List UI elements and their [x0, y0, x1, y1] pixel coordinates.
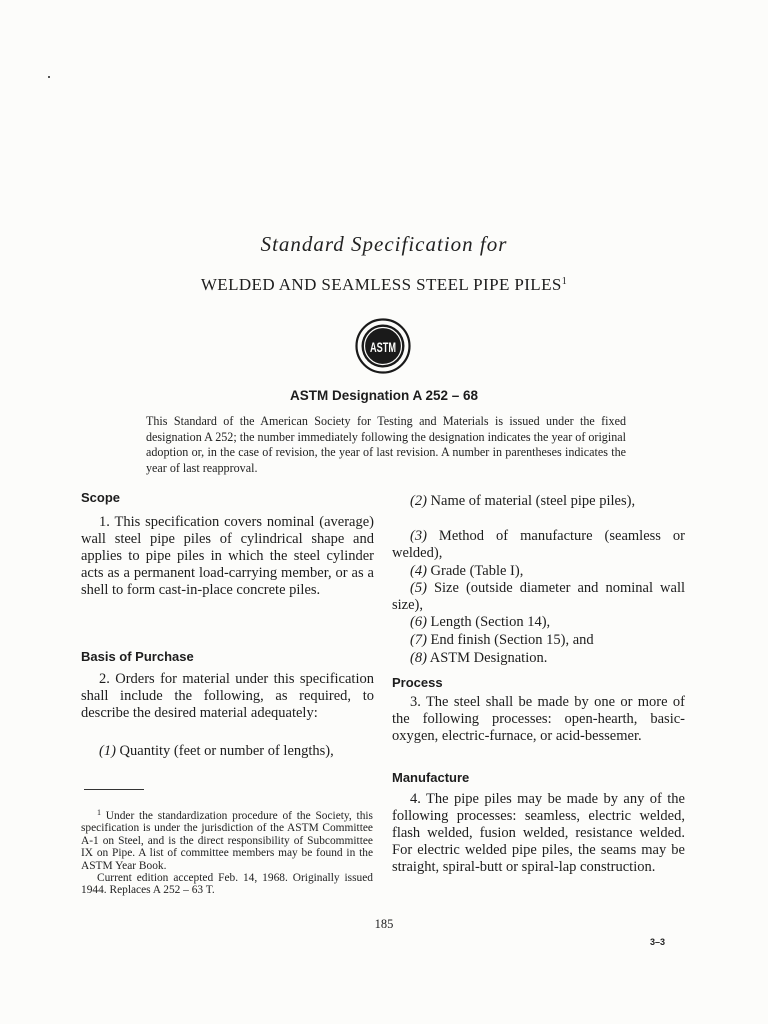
list-item-1 — [81, 743, 374, 760]
list-item-4 — [392, 563, 685, 580]
list-item-3 — [392, 528, 685, 562]
list-item-5-text: Size (outside diameter and nominal wall size), — [392, 580, 685, 613]
process-paragraph: 3. The steel shall be made by one or more of the following processes: open-hearth, basic-oxygen, electric-furnace, or acid-bessemer. — [392, 694, 685, 744]
basis-of-purchase-heading: Basis of Purchase — [81, 649, 194, 664]
list-item-5 — [392, 580, 685, 614]
list-item-3-number: (3) — [410, 528, 427, 544]
subtitle-footnote-ref: 1 — [561, 276, 568, 287]
document-title-italic: Standard Specification for — [260, 232, 508, 256]
list-item-8-text: ASTM Designation. — [429, 650, 548, 666]
list-item-2-text: Name of material (steel pipe piles), — [430, 493, 636, 509]
document-subtitle — [0, 275, 768, 295]
footnote-text-2: Current edition accepted Feb. 14, 1968. Originally issued 1944. Replaces A 252 – 63 T. — [81, 872, 373, 897]
list-item-7 — [392, 632, 685, 649]
astm-logo-icon — [355, 318, 411, 374]
list-item-5-number: (5) — [410, 580, 427, 596]
list-item-2-number: (2) — [410, 493, 427, 509]
list-item-6 — [392, 614, 685, 631]
list-item-1-number: (1) — [99, 743, 116, 759]
list-item-4-text: Grade (Table I), — [430, 563, 524, 579]
purchase-paragraph: 2. Orders for material under this specification shall include the following, as required, to describe the desired material adequately: — [81, 671, 374, 721]
subtitle-text: WELDED AND SEAMLESS STEEL PIPE PILES — [200, 275, 562, 294]
manufacture-heading: Manufacture — [392, 770, 470, 785]
process-heading: Process — [392, 675, 443, 690]
list-item-6-number: (6) — [410, 614, 427, 630]
list-item-1-text: Quantity (feet or number of lengths), — [119, 743, 334, 759]
list-item-7-text: End finish (Section 15), and — [430, 632, 594, 648]
list-item-8 — [392, 650, 685, 667]
corner-code: 3–3 — [650, 937, 666, 947]
list-item-7-number: (7) — [410, 632, 427, 648]
footnote-paragraph-1 — [81, 807, 373, 872]
intro-paragraph: This Standard of the American Society for Testing and Materials is issued under the fixed designation A 252; the number immediately following the designation indicates the year of original adoption or, in the case of revision, the year of last revision. A number in parentheses indicates the year of last reapproval. — [146, 414, 626, 475]
footnote — [81, 807, 373, 897]
scope-paragraph: 1. This specification covers nominal (average) wall steel pipe piles of cylindrical shape and applies to pipe piles in which the steel cylinder acts as a permanent load-carrying member, or as a shell to form cast-in-place concrete piles. — [81, 514, 374, 598]
footnote-marker: 1 — [97, 808, 101, 817]
scope-heading: Scope — [81, 490, 121, 505]
svg-text:ASTM: ASTM — [370, 339, 396, 355]
footnote-divider — [84, 789, 144, 790]
list-item-4-number: (4) — [410, 563, 427, 579]
list-item-2 — [392, 493, 685, 510]
manufacture-paragraph: 4. The pipe piles may be made by any of the following processes: seamless, electric welded, flash welded, fusion welded, resistance welded. For electric welded pipe piles, the seams may be straight, spiral-butt or spiral-lap construction. — [392, 791, 685, 875]
list-item-3-text: Method of manufacture (seamless or welded), — [392, 528, 686, 561]
list-item-8-number: (8) — [410, 650, 427, 666]
stray-mark — [48, 76, 50, 78]
footnote-text-1: Under the standardization procedure of the Society, this specification is under the jurisdiction of the ASTM Committee A-1 on Steel, and is the direct responsibility of Subcommittee IX on Pipe. A list of committee members may be found in the ASTM Year Book. — [81, 810, 373, 872]
list-item-6-text: Length (Section 14), — [430, 614, 551, 630]
page-number: 185 — [374, 917, 394, 931]
astm-designation: ASTM Designation A 252 – 68 — [289, 388, 479, 403]
